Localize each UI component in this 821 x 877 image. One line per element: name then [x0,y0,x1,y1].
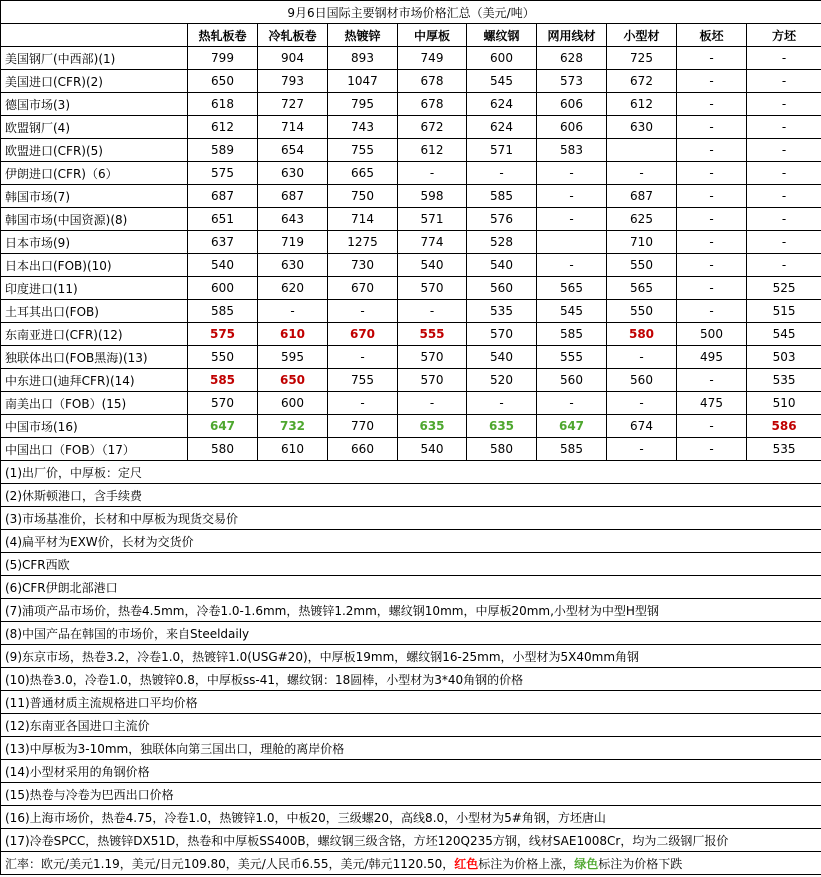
price-cell: 540 [398,254,467,277]
price-cell: 674 [607,415,677,438]
note-text: (15)热卷与冷卷为巴西出口价格 [1,783,821,806]
price-cell: 545 [467,70,537,93]
price-cell: - [607,438,677,461]
price-cell: - [537,392,607,415]
table-row [1,208,821,231]
price-cell: 570 [188,392,258,415]
price-cell: - [677,185,747,208]
note-row [1,507,821,530]
note-row [1,484,821,507]
price-cell: - [677,93,747,116]
price-cell: 799 [188,47,258,70]
column-header: 小型材 [607,24,677,47]
table-row [1,323,821,346]
exchange-rates: 汇率：欧元/美元1.19，美元/日元109.80，美元/人民币6.55，美元/韩元1120.50， [5,856,455,871]
price-cell: 510 [747,392,821,415]
column-header: 中厚板 [398,24,467,47]
price-cell: - [677,277,747,300]
price-cell: 743 [328,116,398,139]
price-cell: 570 [398,277,467,300]
price-cell: 565 [537,277,607,300]
price-cell: - [537,162,607,185]
column-header: 热轧板卷 [188,24,258,47]
price-cell: - [607,392,677,415]
column-header: 方坯 [747,24,821,47]
price-cell: 515 [747,300,821,323]
price-cell: - [677,369,747,392]
title-row [1,1,821,24]
price-cell: 503 [747,346,821,369]
price-cell-down: 647 [188,415,258,438]
price-cell: 610 [258,438,328,461]
price-cell-down: 647 [537,415,607,438]
table-row [1,231,821,254]
price-cell: - [677,415,747,438]
note-row [1,806,821,829]
column-header: 热镀锌 [328,24,398,47]
table-title: 9月6日国际主要钢材市场价格汇总（美元/吨） [1,1,821,24]
note-row [1,461,821,484]
price-cell: 672 [398,116,467,139]
price-cell: 585 [188,300,258,323]
price-cell: 545 [537,300,607,323]
price-cell: 625 [607,208,677,231]
price-cell: - [537,208,607,231]
row-label: 欧盟钢厂(4) [1,116,188,139]
price-cell: 600 [467,47,537,70]
table-row [1,162,821,185]
price-cell: 540 [398,438,467,461]
price-cell-up: 670 [328,323,398,346]
price-cell: 749 [398,47,467,70]
price-cell: 793 [258,70,328,93]
price-cell: 570 [467,323,537,346]
price-cell: 575 [188,162,258,185]
price-cell: 495 [677,346,747,369]
header-row [1,24,821,47]
price-cell: 678 [398,70,467,93]
price-cell: 585 [537,323,607,346]
price-cell-up: 650 [258,369,328,392]
price-cell: 606 [537,93,607,116]
price-cell: 550 [607,254,677,277]
note-row [1,530,821,553]
price-cell: 580 [188,438,258,461]
price-cell: - [258,300,328,323]
price-cell: 525 [747,277,821,300]
note-row [1,783,821,806]
price-cell: 612 [398,139,467,162]
price-cell: 600 [258,392,328,415]
row-label: 独联体出口(FOB黑海)(13) [1,346,188,369]
price-cell: 1047 [328,70,398,93]
row-label: 南美出口（FOB）(15) [1,392,188,415]
price-cell: 637 [188,231,258,254]
price-cell: 643 [258,208,328,231]
row-label: 东南亚进口(CFR)(12) [1,323,188,346]
price-cell: 606 [537,116,607,139]
price-cell: - [537,185,607,208]
price-cell: 660 [328,438,398,461]
price-cell: - [747,93,821,116]
column-header: 网用线材 [537,24,607,47]
row-label: 印度进口(11) [1,277,188,300]
row-label: 美国进口(CFR)(2) [1,70,188,93]
table-row [1,346,821,369]
price-cell: 540 [188,254,258,277]
price-cell: - [398,392,467,415]
note-row [1,737,821,760]
table-row [1,369,821,392]
price-cell-down: 635 [398,415,467,438]
price-cell: - [747,47,821,70]
price-cell: 719 [258,231,328,254]
price-cell: - [747,162,821,185]
row-label: 中国市场(16) [1,415,188,438]
row-label: 日本出口(FOB)(10) [1,254,188,277]
note-text: (13)中厚板为3-10mm，独联体向第三国出口，理舱的离岸价格 [1,737,821,760]
price-cell: 535 [747,438,821,461]
price-cell: 555 [537,346,607,369]
price-cell: 628 [537,47,607,70]
note-text: (9)东京市场，热卷3.2，冷卷1.0，热镀锌1.0(USG#20)，中厚板19mm，螺纹钢16-25mm，小型材为5X40mm角钢 [1,645,821,668]
column-header: 板坯 [677,24,747,47]
price-cell: 650 [188,70,258,93]
price-cell: - [398,162,467,185]
price-cell: - [677,162,747,185]
row-label: 日本市场(9) [1,231,188,254]
price-cell-up: 586 [747,415,821,438]
price-cell: - [607,346,677,369]
price-cell: 560 [607,369,677,392]
price-cell-down: 732 [258,415,328,438]
table-row [1,93,821,116]
price-cell: - [677,438,747,461]
price-cell: - [677,47,747,70]
note-text: (8)中国产品在韩国的市场价，来自Steeldaily [1,622,821,645]
note-text: (4)扁平材为EXW价，长材为交货价 [1,530,821,553]
row-label: 美国钢厂(中西部)(1) [1,47,188,70]
price-cell: - [677,70,747,93]
price-cell: 560 [537,369,607,392]
note-row [1,691,821,714]
price-cell: 571 [467,139,537,162]
table-row [1,185,821,208]
price-cell: - [747,139,821,162]
legend-red-text: 标注为价格上涨， [478,856,575,871]
price-cell: 750 [328,185,398,208]
note-text: (7)浦项产品市场价，热卷4.5mm，冷卷1.0-1.6mm，热镀锌1.2mm，螺纹钢10mm，中厚板20mm,小型材为中型H型钢 [1,599,821,622]
note-text: (5)CFR西欧 [1,553,821,576]
price-cell: 670 [328,277,398,300]
price-cell: - [467,162,537,185]
price-cell: 654 [258,139,328,162]
price-cell: 624 [467,116,537,139]
price-cell: 725 [607,47,677,70]
footer-row [1,852,821,875]
price-cell: - [677,116,747,139]
price-cell: 540 [467,254,537,277]
price-cell: 560 [467,277,537,300]
note-text: (2)休斯顿港口，含手续费 [1,484,821,507]
note-row [1,599,821,622]
price-cell: 665 [328,162,398,185]
price-cell [607,139,677,162]
price-cell: - [747,208,821,231]
price-cell: - [747,116,821,139]
price-cell: 535 [467,300,537,323]
note-text: (11)普通材质主流规格进口平均价格 [1,691,821,714]
price-cell: - [328,392,398,415]
price-cell: 687 [258,185,328,208]
price-cell-down: 635 [467,415,537,438]
price-cell: - [328,346,398,369]
price-cell: 795 [328,93,398,116]
legend-green-text: 标注为价格下跌 [598,856,683,871]
price-cell: 528 [467,231,537,254]
price-cell: 550 [188,346,258,369]
price-cell: 651 [188,208,258,231]
price-cell: 630 [607,116,677,139]
note-text: (12)东南亚各国进口主流价 [1,714,821,737]
table-row [1,254,821,277]
row-label: 伊朗进口(CFR)（6） [1,162,188,185]
price-cell-up: 580 [607,323,677,346]
price-cell: 727 [258,93,328,116]
note-row [1,553,821,576]
price-cell: - [607,162,677,185]
price-cell: 730 [328,254,398,277]
table-row [1,415,821,438]
table-row [1,47,821,70]
price-cell: 672 [607,70,677,93]
column-header: 螺纹钢 [467,24,537,47]
price-cell: 630 [258,254,328,277]
note-row [1,622,821,645]
price-cell: 535 [747,369,821,392]
price-cell: - [677,139,747,162]
price-cell: 570 [398,346,467,369]
price-cell: 585 [537,438,607,461]
price-cell: 893 [328,47,398,70]
price-cell-up: 555 [398,323,467,346]
note-row [1,760,821,783]
legend-red-word: 红色 [454,856,479,871]
price-cell-up: 585 [188,369,258,392]
note-text: (17)冷卷SPCC，热镀锌DX51D，热卷和中厚板SS400B，螺纹钢三级含铬，方坯120Q235方钢，线材SAE1008Cr，均为二级钢厂报价 [1,829,821,852]
price-cell: - [467,392,537,415]
note-text: (10)热卷3.0，冷卷1.0，热镀锌0.8，中厚板ss-41，螺纹钢：18圆棒，小型材为3*40角钢的价格 [1,668,821,691]
price-cell: 630 [258,162,328,185]
price-cell: - [677,254,747,277]
price-cell: 550 [607,300,677,323]
price-cell: 755 [328,369,398,392]
row-label: 中国出口（FOB）（17） [1,438,188,461]
row-label: 欧盟进口(CFR)(5) [1,139,188,162]
note-row [1,829,821,852]
price-cell: 565 [607,277,677,300]
price-cell: - [677,231,747,254]
price-cell-up: 610 [258,323,328,346]
price-cell: 612 [607,93,677,116]
note-text: (3)市场基准价，长材和中厚板为现货交易价 [1,507,821,530]
price-cell: 545 [747,323,821,346]
legend-green-word: 绿色 [574,856,599,871]
price-cell: 618 [188,93,258,116]
price-cell: 583 [537,139,607,162]
price-cell: 620 [258,277,328,300]
price-cell: 580 [467,438,537,461]
note-row [1,668,821,691]
price-cell: 475 [677,392,747,415]
price-cell: 600 [188,277,258,300]
price-cell: 624 [467,93,537,116]
row-label: 韩国市场(7) [1,185,188,208]
price-cell: 540 [467,346,537,369]
table-row [1,70,821,93]
price-cell: 755 [328,139,398,162]
price-cell: 612 [188,116,258,139]
column-header: 冷轧板卷 [258,24,328,47]
price-cell: - [747,70,821,93]
price-cell: 571 [398,208,467,231]
price-cell: 687 [607,185,677,208]
price-cell: - [747,254,821,277]
price-cell: - [677,300,747,323]
note-row [1,576,821,599]
price-cell: - [747,185,821,208]
price-cell: - [537,254,607,277]
price-cell-up: 575 [188,323,258,346]
footer-legend [1,852,821,875]
price-cell: - [677,208,747,231]
price-cell: 678 [398,93,467,116]
price-cell: 714 [328,208,398,231]
table-row [1,116,821,139]
row-label: 中东进口(迪拜CFR)(14) [1,369,188,392]
price-cell: 520 [467,369,537,392]
price-cell: 904 [258,47,328,70]
price-cell: 500 [677,323,747,346]
price-cell: 774 [398,231,467,254]
row-label: 土耳其出口(FOB) [1,300,188,323]
price-cell: 770 [328,415,398,438]
price-cell: 576 [467,208,537,231]
price-cell: - [328,300,398,323]
row-label: 韩国市场(中国资源)(8) [1,208,188,231]
price-cell: 570 [398,369,467,392]
price-cell: - [398,300,467,323]
table-row [1,139,821,162]
header-corner [1,24,188,47]
table-row [1,392,821,415]
note-row [1,645,821,668]
note-text: (14)小型材采用的角钢价格 [1,760,821,783]
price-cell: - [747,231,821,254]
price-cell: 714 [258,116,328,139]
price-cell [537,231,607,254]
note-text: (1)出厂价，中厚板：定尺 [1,461,821,484]
note-row [1,714,821,737]
price-cell: 710 [607,231,677,254]
price-cell: 589 [188,139,258,162]
table-row [1,277,821,300]
price-cell: 595 [258,346,328,369]
price-cell: 598 [398,185,467,208]
price-cell: 687 [188,185,258,208]
price-cell: 1275 [328,231,398,254]
price-cell: 573 [537,70,607,93]
table-row [1,300,821,323]
table-row [1,438,821,461]
row-label: 德国市场(3) [1,93,188,116]
note-text: (6)CFR伊朗北部港口 [1,576,821,599]
price-cell: 585 [467,185,537,208]
note-text: (16)上海市场价，热卷4.75，冷卷1.0，热镀锌1.0，中板20，三级螺20，高线8.0，小型材为5#角钢，方坯唐山 [1,806,821,829]
